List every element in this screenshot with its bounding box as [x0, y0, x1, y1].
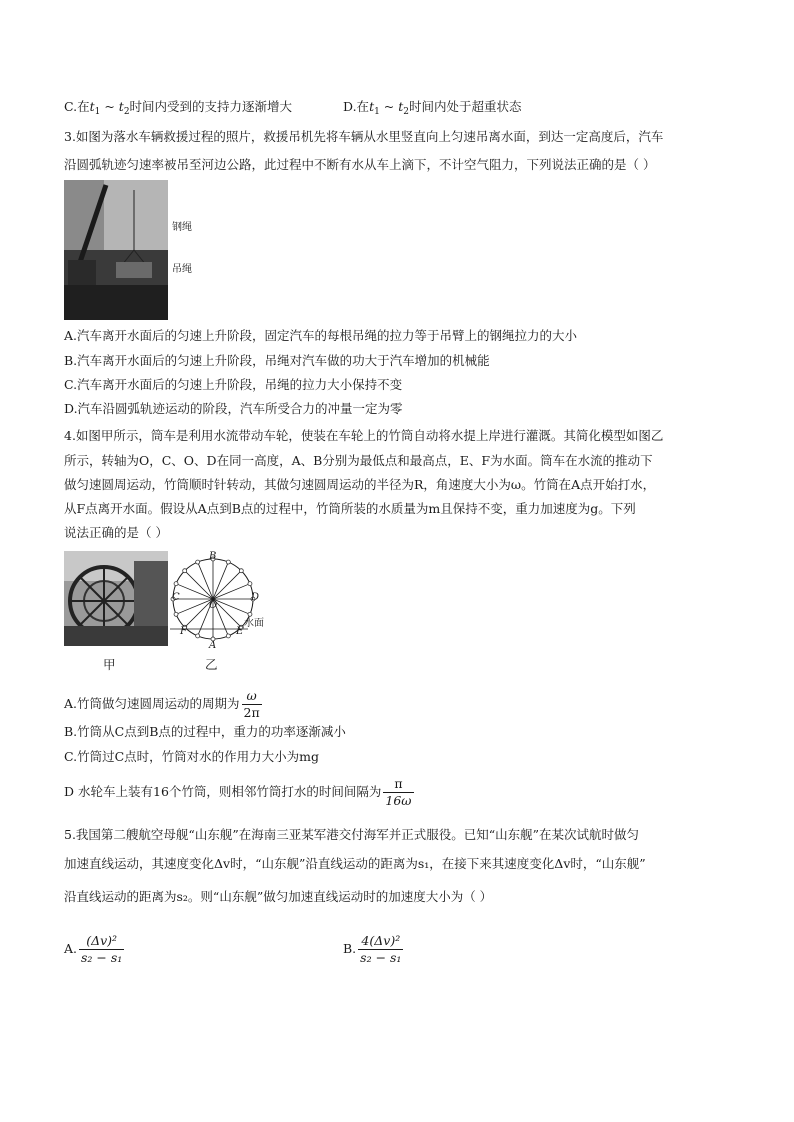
point-b-label: B	[209, 551, 217, 562]
q5-option-b	[343, 929, 403, 969]
bamboo-bucket	[248, 582, 252, 586]
fraction-denominator: 16ω	[385, 793, 412, 808]
q2-option-d: D.在$t_1$ ~ $t_2$时间内处于超重状态	[343, 99, 522, 117]
fraction-numerator: (Δv)²	[79, 933, 124, 950]
q2-option-d-text: 时间内处于超重状态	[409, 99, 522, 114]
sling-rope-label: 吊绳	[172, 264, 192, 275]
wheel-spoke	[213, 599, 241, 627]
bamboo-bucket	[239, 569, 243, 573]
q4-option-d-text: D 水轮车上装有16个竹筒，则相邻竹筒打水的时间间隔为	[64, 784, 382, 799]
t1-symbol: t	[89, 99, 95, 114]
q5-option-b-prefix: B.	[343, 941, 357, 956]
range-sign: ~	[100, 99, 119, 114]
q5-option-a-prefix: A.	[64, 941, 78, 956]
option-a-fraction	[79, 933, 124, 966]
bamboo-bucket	[196, 560, 200, 564]
wheel-spoke	[213, 571, 241, 599]
range-sign: ~	[379, 99, 399, 114]
figure-jia-caption: 甲	[103, 657, 116, 672]
q5-stem-line1: 5.我国第二艘航空母舰“山东舰”在海南三亚某军港交付海军并正式服役。已知“山东舰”在某次试航时做匀	[64, 827, 639, 842]
q3-option-a: A.汽车离开水面后的匀速上升阶段，固定汽车的每根吊绳的拉力等于吊臂上的钢绳拉力的大小	[64, 328, 578, 343]
crane-rescue-illustration	[64, 180, 168, 320]
interval-fraction	[383, 776, 413, 809]
fraction-denominator: s₂ − s₁	[81, 950, 123, 965]
q4-option-a-text: A.竹筒做匀速圆周运动的周期为	[64, 696, 240, 711]
q4-option-c: C.竹筒过C点时，竹筒对水的作用力大小为mg	[64, 749, 320, 764]
q5-stem-line3: 沿直线运动的距离为s₂。则“山东舰”做匀加速直线运动时的加速度大小为（ ）	[64, 889, 493, 904]
q3-option-d: D.汽车沿圆弧轨迹运动的阶段，汽车所受合力的冲量一定为零	[64, 401, 403, 416]
q4-option-d	[64, 774, 414, 810]
bamboo-bucket	[226, 560, 230, 564]
q4-stem-line1: 4.如图甲所示，筒车是利用水流带动车轮，使装在车轮上的竹筒自动将水提上岸进行灌溉。其简化模型如图乙	[64, 428, 664, 443]
point-o-label: O	[209, 600, 218, 611]
fraction-denominator: 2π	[243, 705, 260, 720]
q4-stem-line3: 做匀速圆周运动，竹筒顺时针转动，其做匀速圆周运动的半径为R，角速度大小为ω。竹筒在A点开始打水，	[64, 477, 656, 492]
crane-rescue-photo	[64, 180, 192, 320]
water-wheel-illustration	[64, 551, 168, 646]
point-d-label: D	[251, 592, 260, 603]
steel-rope-label: 钢绳	[172, 222, 192, 233]
fraction-numerator: π	[383, 776, 413, 793]
bamboo-bucket	[174, 582, 178, 586]
q2-option-d-prefix: D.在	[343, 99, 370, 114]
bamboo-bucket	[183, 569, 187, 573]
t1-symbol: t	[369, 99, 375, 114]
bamboo-bucket	[196, 634, 200, 638]
q2-option-c: C.在$t_1$ ~ $t_2$时间内受到的支持力逐渐增大	[64, 99, 293, 117]
bamboo-bucket	[174, 612, 178, 616]
figure-yi-caption: 乙	[205, 657, 218, 672]
q3-option-b: B.汽车离开水面后的匀速上升阶段，吊绳对汽车做的功大于汽车增加的机械能	[64, 353, 490, 368]
q3-stem-line2: 沿圆弧轨迹匀速率被吊至河边公路，此过程中不断有水从车上滴下，不计空气阻力，下列说法正确的是（ ）	[64, 157, 656, 172]
q5-option-a	[64, 929, 124, 969]
t2-symbol: t	[118, 99, 124, 114]
q2-option-c-prefix: C.在	[64, 99, 90, 114]
water-surface-label: 水面	[244, 618, 264, 629]
wheel-spoke	[185, 571, 213, 599]
q3-stem-line1: 3.如图为落水车辆救援过程的照片，救援吊机先将车辆从水里竖直向上匀速吊离水面，到达一定高度后，汽车	[64, 129, 664, 144]
q4-stem-line2: 所示，转轴为O，C、O、D在同一高度，A、B分别为最低点和最高点，E、F为水面。筒车在水流的推动下	[64, 453, 653, 468]
q2-option-c-text: 时间内受到的支持力逐渐增大	[129, 99, 293, 114]
t2-symbol: t	[398, 99, 404, 114]
point-a-label: A	[209, 640, 217, 651]
fraction-numerator: ω	[242, 688, 262, 705]
q3-option-c: C.汽车离开水面后的匀速上升阶段，吊绳的拉力大小保持不变	[64, 377, 403, 392]
water-wheel-photo	[64, 551, 168, 646]
q4-option-a	[64, 686, 262, 722]
q4-stem-line5: 说法正确的是（ ）	[64, 525, 168, 540]
period-fraction	[242, 688, 262, 721]
point-f-label: F	[180, 626, 187, 637]
fraction-denominator: s₂ − s₁	[360, 950, 402, 965]
point-e-label: E	[236, 626, 244, 637]
bamboo-bucket	[226, 634, 230, 638]
q4-stem-line4: 从F点离开水面。假设从A点到B点的过程中，竹筒所装的水质量为m且保持不变，重力加速度为g。下列	[64, 501, 636, 516]
q5-stem-line2: 加速直线运动，其速度变化Δv时，“山东舰”沿直线运动的距离为s₁，在接下来其速度变化Δv时，“山东舰”	[64, 856, 646, 871]
point-c-label: C	[172, 592, 180, 603]
fraction-numerator: 4(Δv)²	[358, 933, 403, 950]
q4-option-b: B.竹筒从C点到B点的过程中，重力的功率逐渐减小	[64, 724, 346, 739]
option-b-fraction	[358, 933, 403, 966]
